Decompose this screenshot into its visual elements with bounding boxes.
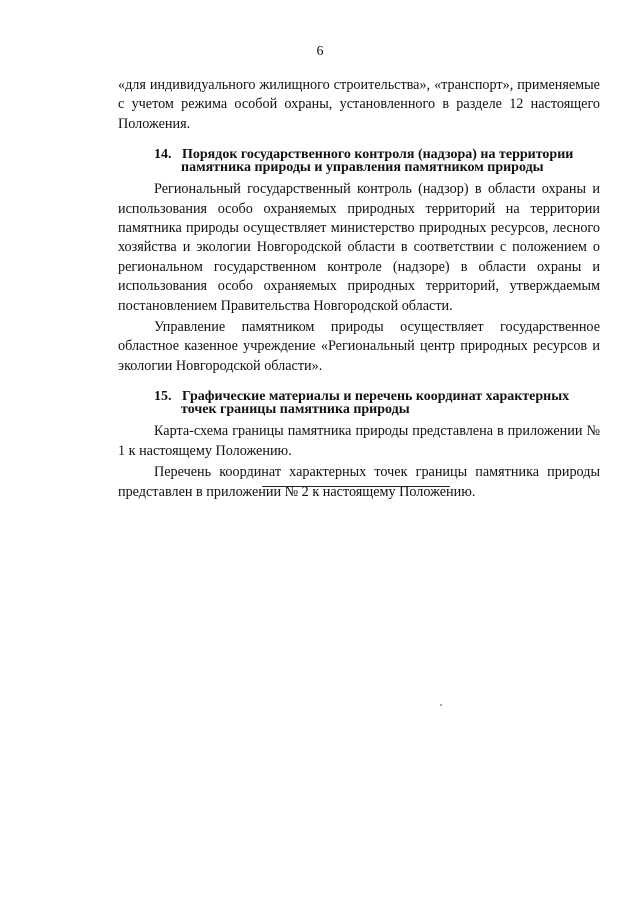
- end-divider-line: [262, 486, 450, 487]
- section-15-title-line2: точек границы памятника природы: [181, 402, 410, 418]
- section-14-title-line2: памятника природы и управления памятником природы: [181, 160, 544, 176]
- section-15-number: 15.: [154, 389, 172, 405]
- section-14-number: 14.: [154, 147, 172, 163]
- section-15-title-line1: Графические материалы и перечень координат характерных: [182, 389, 570, 405]
- section-15-heading: [118, 390, 600, 416]
- intro-paragraph: «для индивидуального жилищного строительства», «транспорт», применяемые с учетом режима особой охраны, установленного в разделе 12 настоящего Положения.: [118, 77, 600, 132]
- section-14-paragraph-2: Управление памятником природы осуществляет государственное областное казенное учреждение «Региональный центр природных ресурсов и экологии Новгородской области».: [118, 319, 600, 374]
- section-14-title-line1: Порядок государственного контроля (надзора) на территории: [182, 147, 574, 163]
- page-content: [118, 76, 600, 502]
- scan-speck: [440, 704, 442, 706]
- section-14-paragraph-1: Региональный государственный контроль (надзор) в области охраны и использования особо охраняемых природных территорий на территории памятника природы осуществляет министерство природных ресурсов, лесного хозяйства и экологии Новгородской области в соответствии с положением о региональном государственном контроле (надзоре) в области охраны и использования особо охраняемых природных территорий, утверждаемым постановлением Правительства Новгородской области.: [118, 181, 600, 314]
- page-number: 6: [316, 44, 324, 59]
- section-15-paragraph-2: Перечень координат характерных точек границы памятника природы представлен в приложении № 2 к настоящему Положению.: [118, 464, 600, 500]
- section-15-paragraph-1: Карта-схема границы памятника природы представлена в приложении № 1 к настоящему Положению.: [118, 423, 600, 459]
- section-14-heading: [118, 148, 600, 174]
